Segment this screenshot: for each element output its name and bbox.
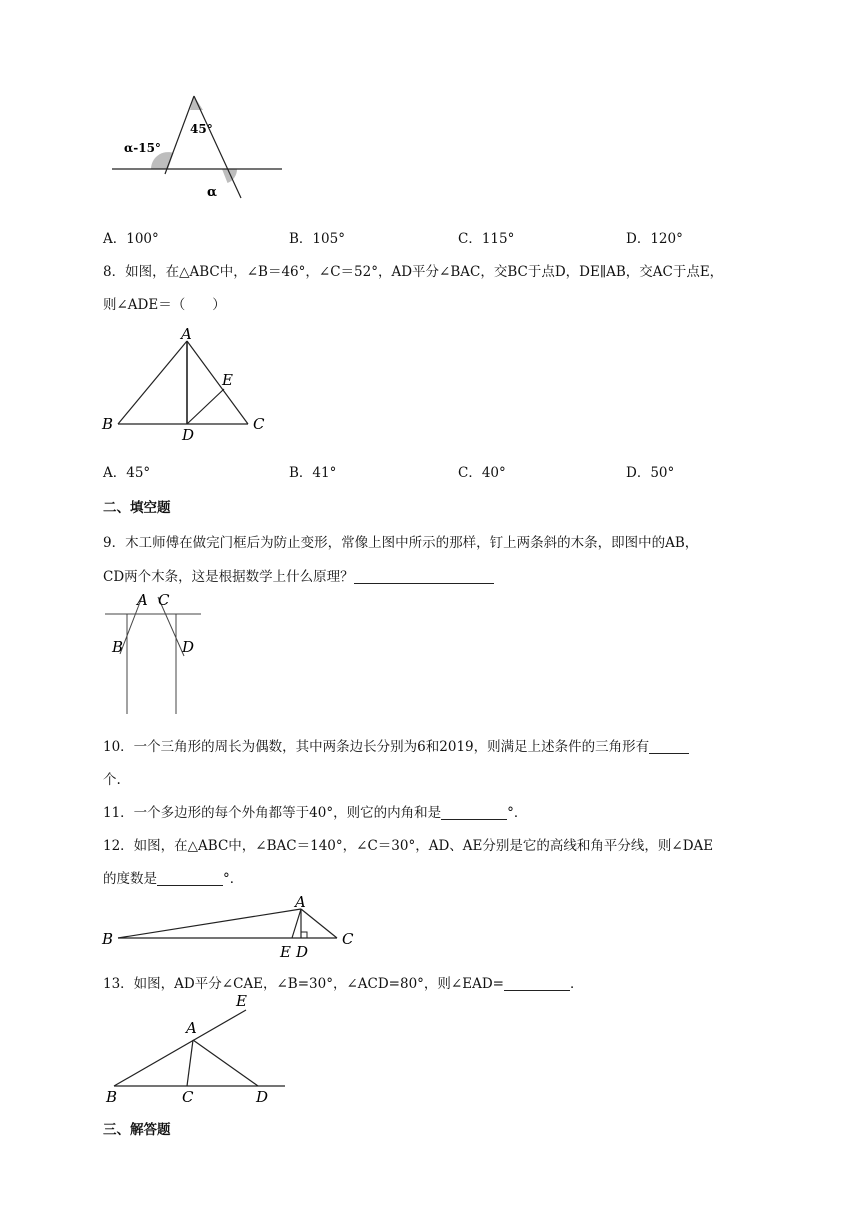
- q8-option-d: D．50°: [626, 465, 675, 481]
- q9-label-c: C: [158, 591, 170, 609]
- q12-label-c: C: [342, 930, 354, 948]
- q9-line1: 9．木工师傅在做完门框后为防止变形，常像上图中所示的那样，钉上两条斜的木条，即图中的AB，: [103, 535, 699, 551]
- q7-option-b: B．105°: [289, 231, 345, 247]
- q7-option-c: C．115°: [458, 231, 515, 247]
- section3-title: 三、解答题: [103, 1122, 171, 1138]
- q13-answer-blank[interactable]: [504, 976, 570, 991]
- q13-label-c: C: [182, 1088, 194, 1106]
- q13-label-b: B: [106, 1088, 118, 1106]
- q12-label-e: E: [280, 943, 291, 961]
- q13-segment-ad: [193, 1040, 258, 1086]
- q13-figure: [100, 993, 300, 1105]
- q12-bisector-ae: [292, 909, 301, 938]
- q8-label-b: B: [102, 415, 114, 433]
- q8-side-ab: [118, 341, 187, 424]
- section2-title: 二、填空题: [103, 500, 171, 516]
- q10-answer-blank[interactable]: [649, 739, 689, 754]
- q13-ray-be: [114, 1010, 246, 1086]
- q7-label-a15: α-15°: [124, 141, 161, 155]
- q10-line1-text: 10．一个三角形的周长为偶数，其中两条边长分别为6和2019，则满足上述条件的三角形有: [103, 739, 650, 755]
- q11-line: [103, 801, 527, 821]
- q9-answer-blank[interactable]: [354, 569, 494, 584]
- q12-label-d: D: [296, 943, 309, 961]
- q13-line: [103, 972, 583, 992]
- q12-line2-after: °．: [223, 871, 244, 887]
- q12-answer-blank[interactable]: [157, 871, 223, 886]
- q7-option-a: A．100°: [103, 231, 159, 247]
- q7-angle-alpha-sector: [222, 169, 237, 183]
- q7-label-45: 45°: [190, 122, 213, 136]
- q9-figure: [105, 591, 205, 716]
- q8-label-e: E: [222, 371, 233, 389]
- q12-figure: [100, 893, 370, 963]
- q9-line2: [103, 565, 494, 585]
- q13-text-after: ．: [569, 976, 584, 992]
- q8-segment-de: [187, 389, 224, 424]
- q13-label-d: D: [256, 1088, 269, 1106]
- q13-text-before: 13．如图，AD平分∠CAE，∠B=30°，∠ACD=80°，则∠EAD=: [103, 976, 504, 992]
- q10-line1: [103, 735, 689, 755]
- q7-option-d: D．120°: [626, 231, 683, 247]
- q8-label-c: C: [253, 415, 265, 433]
- q11-text-before: 11．一个多边形的每个外角都等于40°，则它的内角和是: [103, 805, 442, 821]
- q11-text-after: °．: [507, 805, 528, 821]
- q11-answer-blank[interactable]: [441, 805, 507, 820]
- q13-label-a: A: [186, 1019, 197, 1037]
- q13-label-e: E: [236, 992, 247, 1010]
- q12-side-ab: [118, 909, 301, 938]
- q12-label-b: B: [102, 930, 114, 948]
- q7-label-alpha: α: [207, 185, 218, 200]
- q8-label-d: D: [182, 426, 195, 444]
- q12-line2: [103, 867, 243, 887]
- q12-line2-text: 的度数是: [103, 871, 157, 887]
- q9-line2-text: CD两个木条，这是根据数学上什么原理？: [103, 569, 354, 585]
- q8-line1: 8．如图，在△ABC中，∠B＝46°，∠C＝52°，AD平分∠BAC，交BC于点D，DE∥AB，交AC于点E，: [103, 264, 724, 280]
- q9-label-d: D: [182, 638, 195, 656]
- q7-figure: [110, 92, 290, 202]
- q8-line2: 则∠ADE＝（ ）: [103, 297, 226, 313]
- q9-label-b: B: [112, 638, 124, 656]
- q12-line1: 12．如图，在△ABC中，∠BAC＝140°，∠C＝30°，AD、AE分别是它的高线和角平分线，则∠DAE: [103, 838, 714, 854]
- q12-label-a: A: [295, 893, 306, 911]
- q7-right-side: [194, 96, 241, 198]
- q8-side-ac: [187, 341, 248, 424]
- q13-segment-ac: [187, 1040, 193, 1086]
- q9-label-a: A: [137, 591, 148, 609]
- q8-option-c: C．40°: [458, 465, 506, 481]
- q8-option-b: B．41°: [289, 465, 337, 481]
- q8-figure: [100, 325, 280, 444]
- q8-option-a: A．45°: [103, 465, 151, 481]
- q12-side-ac: [301, 909, 337, 938]
- q8-label-a: A: [181, 325, 192, 343]
- q10-line2: 个.: [103, 772, 121, 788]
- q12-right-angle-mark: [301, 932, 307, 938]
